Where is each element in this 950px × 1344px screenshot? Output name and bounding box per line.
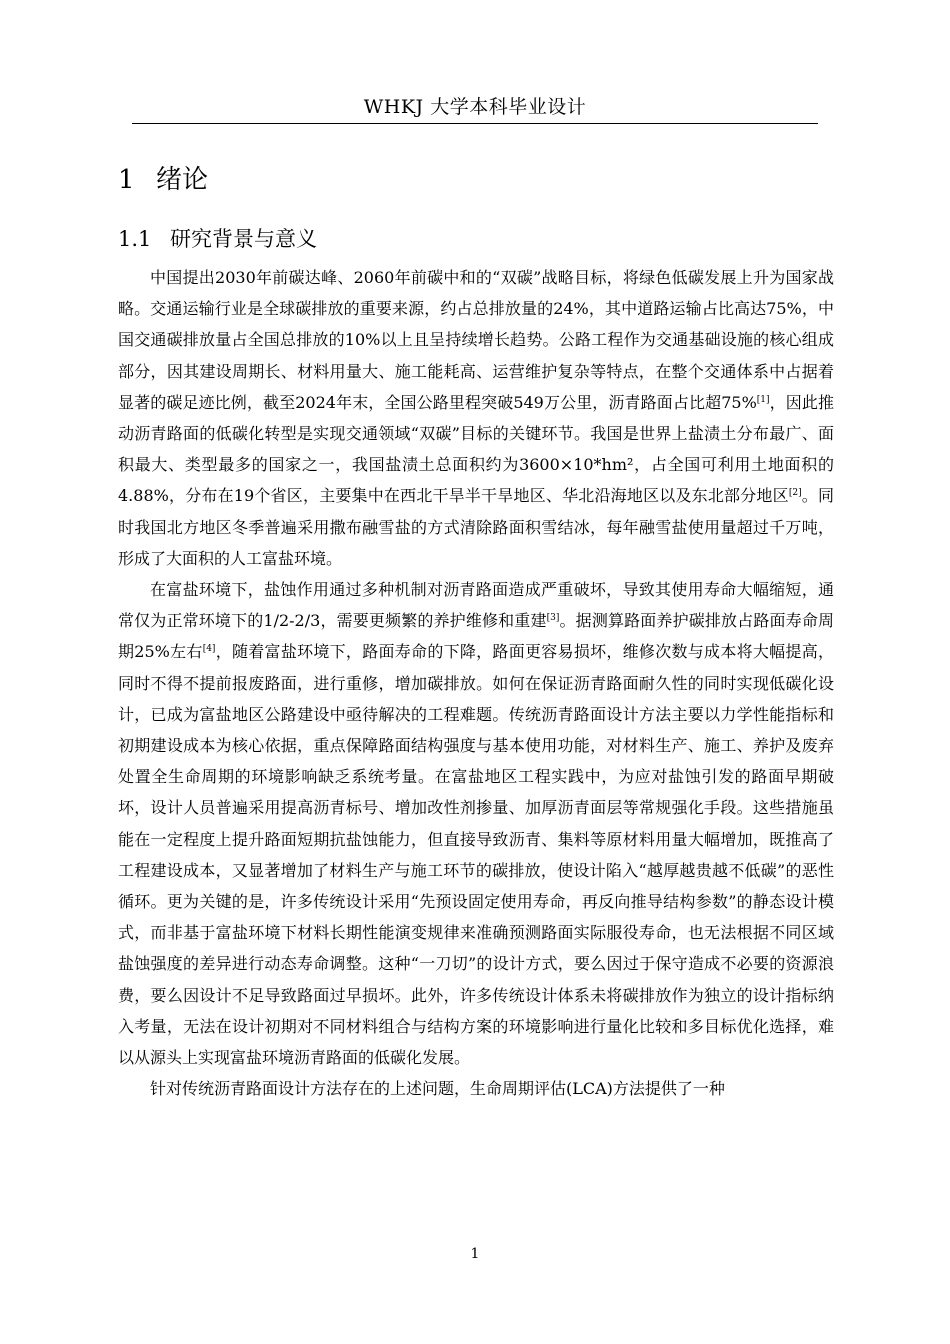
citation-4: [4] [202, 644, 216, 655]
section-heading [118, 224, 317, 254]
running-header: WHKJ 大学本科毕业设计 [363, 96, 587, 118]
paragraph-3 [118, 1073, 834, 1104]
header-rule [132, 123, 818, 124]
paragraph-text: 。同时我国北方地区冬季普遍采用撒布融雪盐的方式清除路面积雪结冰，每年融雪盐使用量超过千万吨，形成了大面积的人工富盐环境。 [118, 486, 834, 568]
page-number: 1 [470, 1246, 480, 1262]
paragraph-text: ，因此推动沥青路面的低碳化转型是实现交通领域“双碳”目标的关键环节。我国是世界上盐渍土分布最广、面积最大、类型最多的国家之一，我国盐渍土总面积约为3600×10*hm²，占全国可利用土地面积的4.88%，分布在19个省区，主要集中在西北干旱半干旱地区、华北沿海地区以及东北部分地区 [118, 392, 834, 506]
paragraph-text: ，随着富盐环境下，路面寿命的下降，路面更容易损坏，维修次数与成本将大幅提高，同时不得不提前报废路面，进行重修，增加碳排放。如何在保证沥青路面耐久性的同时实现低碳化设计，已成为富盐地区公路建设中亟待解决的工程难题。传统沥青路面设计方法主要以力学性能指标和初期建设成本为核心依据，重点保障路面结构强度与基本使用功能，对材料生产、施工、养护及废弃处置全生命周期的环境影响缺乏系统考量。在富盐地区工程实践中，为应对盐蚀引发的路面早期破坏，设计人员普遍采用提高沥青标号、增加改性剂掺量、加厚沥青面层等常规强化手段。这些措施虽能在一定程度上提升路面短期抗盐蚀能力，但直接导致沥青、集料等原材料用量大幅增加，既推高了工程建设成本，又显著增加了材料生产与施工环节的碳排放，使设计陷入“越厚越贵越不低碳”的恶性循环。更为关键的是，许多传统设计采用“先预设固定使用寿命，再反向推导结构参数”的静态设计模式，而非基于富盐环境下材料长期性能演变规律来准确预测路面实际服役寿命，也无法根据不同区域盐蚀强度的差异进行动态寿命调整。这种“一刀切”的设计方式，要么因过于保守造成不必要的资源浪费，要么因设计不足导致路面过早损坏。此外，许多传统设计体系未将碳排放作为独立的设计指标纳入考量，无法在设计初期对不同材料组合与结构方案的环境影响进行量化比较和多目标优化选择，难以从源头上实现富盐环境沥青路面的低碳化发展。 [118, 642, 834, 1068]
paragraph-text: 在富盐环境下，盐蚀作用通过多种机制对沥青路面造成严重破坏，导致其使用寿命大幅缩短，通常仅为正常环境下的1/2-2/3，需要更频繁的养护维修和重建 [118, 580, 834, 631]
body-text [118, 262, 834, 1104]
citation-1: [1] [756, 394, 770, 405]
section-title: 研究背景与意义 [170, 227, 317, 251]
section-number: 1.1 [118, 227, 152, 251]
paragraph-text: 中国提出2030年前碳达峰、2060年前碳中和的“双碳”战略目标，将绿色低碳发展上升为国家战略。交通运输行业是全球碳排放的重要来源，约占总排放量的24%，其中道路运输占比高达75%，中国交通碳排放量占全国总排放的10%以上且呈持续增长趋势。公路工程作为交通基础设施的核心组成部分，因其建设周期长、材料用量大、施工能耗高、运营维护复杂等特点，在整个交通体系中占据着显著的碳足迹比例，截至2024年末，全国公路里程突破549万公里，沥青路面占比超75% [118, 268, 834, 412]
paragraph-text: 。据测算路面养护碳排放占路面寿命周期25%左右 [118, 611, 834, 662]
chapter-number: 1 [118, 165, 135, 195]
paragraph-2 [118, 574, 834, 1073]
citation-3: [3] [546, 613, 560, 624]
paragraph-text: 针对传统沥青路面设计方法存在的上述问题，生命周期评估(LCA)方法提供了一种 [150, 1079, 725, 1099]
paragraph-1 [118, 262, 834, 574]
chapter-title: 绪论 [156, 165, 209, 195]
citation-2: [2] [788, 488, 802, 499]
chapter-heading [118, 163, 208, 197]
